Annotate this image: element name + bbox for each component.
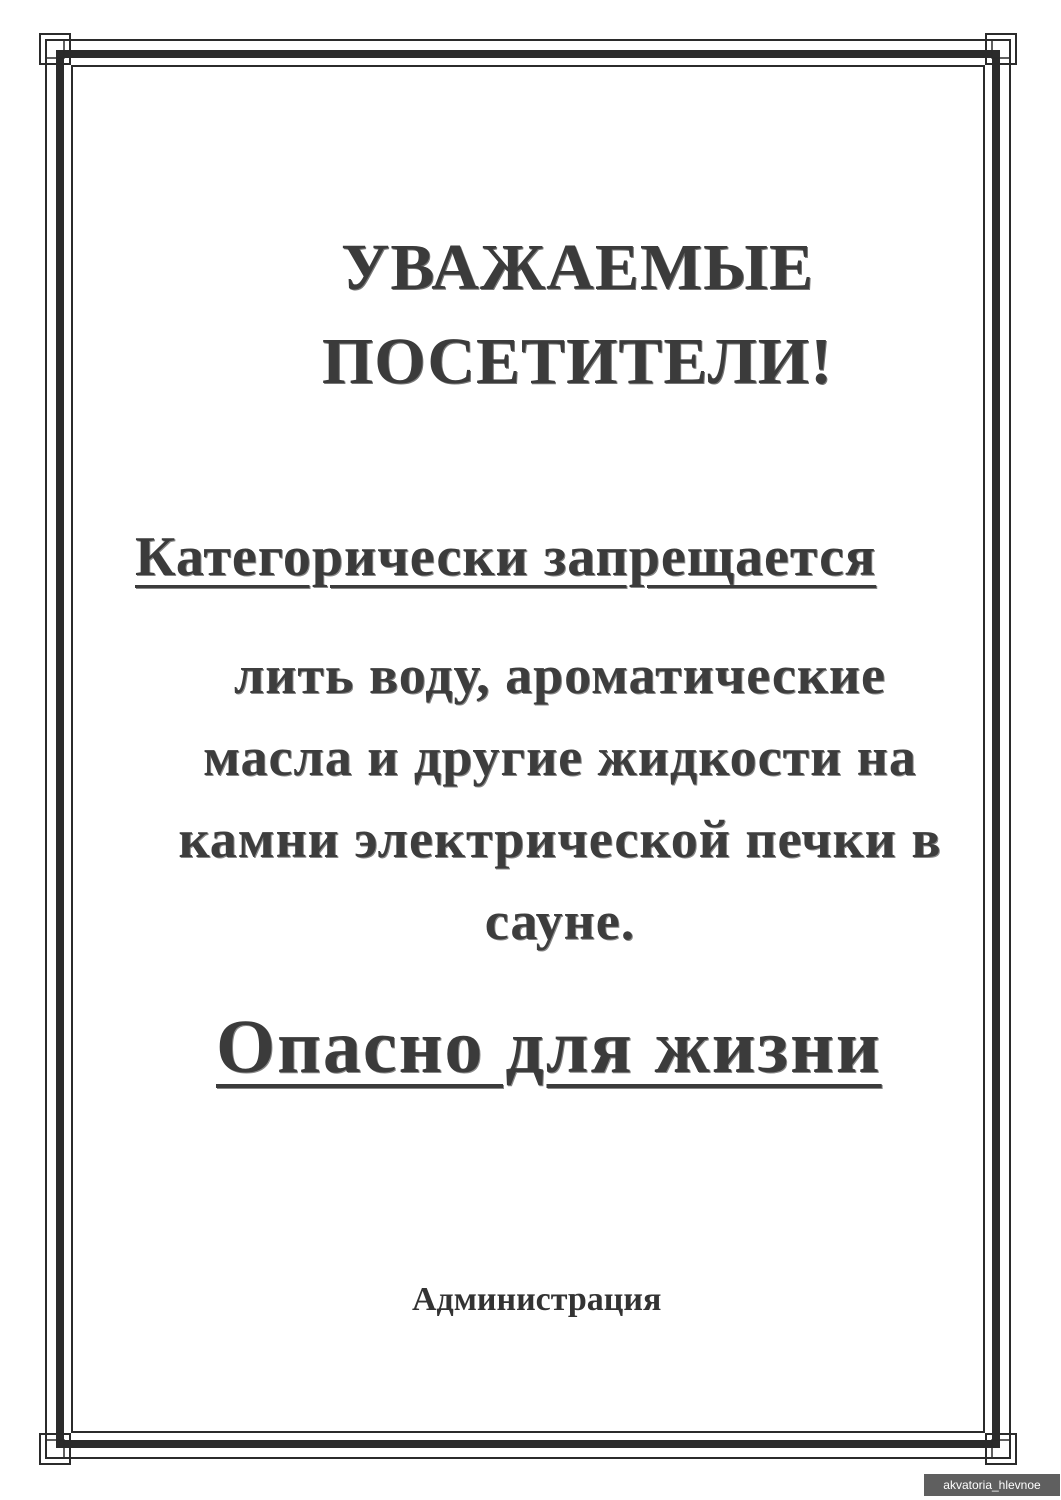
danger-warning: Опасно для жизни	[216, 1005, 882, 1089]
prohibition-subheading: Категорически запрещается	[135, 526, 877, 588]
notice-heading-line2: ПОСЕТИТЕЛИ!	[321, 325, 834, 398]
watermark-label: akvatoria_hlevnoe	[924, 1474, 1060, 1496]
administration-signature: Администрация	[412, 1281, 662, 1318]
notice-heading-line1: УВАЖАЕМЫЕ	[340, 231, 815, 304]
prohibition-body-text: лить воду, ароматические масла и другие жидкости на камни электрической печки в сауне.	[178, 645, 942, 951]
